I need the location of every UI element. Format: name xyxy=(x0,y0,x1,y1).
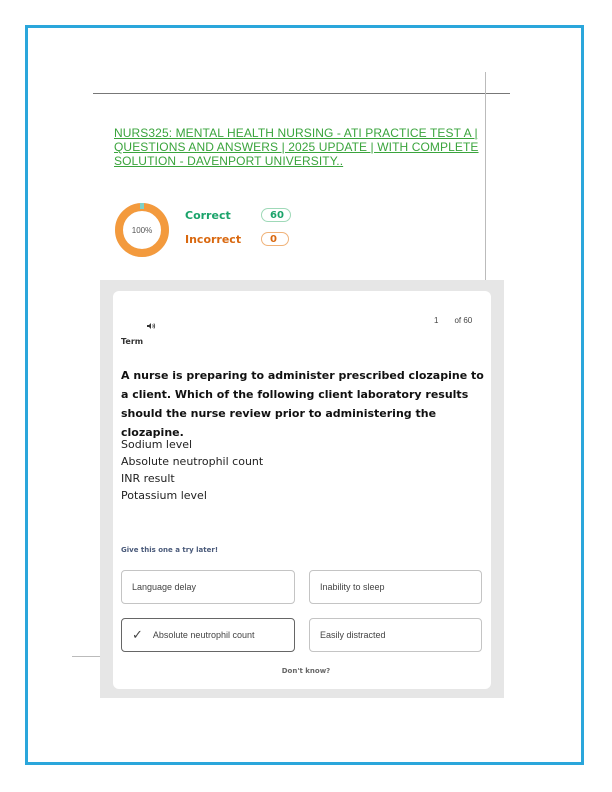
answer-option-language-delay[interactable] xyxy=(121,570,295,604)
try-later-link[interactable]: Give this one a try later! xyxy=(121,546,219,554)
dont-know-button[interactable]: Don't know? xyxy=(281,667,331,675)
answer-option-easily-distracted[interactable] xyxy=(309,618,482,652)
card-counter xyxy=(434,316,472,325)
speaker-icon[interactable] xyxy=(147,322,156,332)
incorrect-count-badge xyxy=(261,232,289,246)
question-text: A nurse is preparing to administer prescribed clozapine to a client. Which of the following client laboratory results should the nurse review prior to administering the clozapine. xyxy=(121,369,484,439)
document-title[interactable]: NURS325: MENTAL HEALTH NURSING - ATI PRACTICE TEST A | QUESTIONS AND ANSWERS | 2025 UPDATE | WITH COMPLETE SOLUTION - DAVENPORT UNIVERSITY.. xyxy=(114,126,479,168)
correct-count-badge xyxy=(261,208,291,222)
header-rule xyxy=(93,93,510,94)
margin-rule xyxy=(485,72,486,292)
answer-option-label: Language delay xyxy=(132,582,197,592)
incorrect-count: 0 xyxy=(270,233,277,245)
correct-label: Correct xyxy=(185,209,231,222)
choice-list xyxy=(121,436,263,504)
checkmark-icon: ✓ xyxy=(132,627,143,642)
answer-option-inability-to-sleep[interactable] xyxy=(309,570,482,604)
total-cards: of 60 xyxy=(454,316,473,325)
current-card-index: 1 xyxy=(434,316,439,325)
choice-item: Potassium level xyxy=(121,489,207,502)
choice-item: INR result xyxy=(121,472,175,485)
choice-item: Absolute neutrophil count xyxy=(121,455,264,468)
score-percent: 100% xyxy=(131,225,153,235)
answer-option-absolute-neutrophil-count[interactable] xyxy=(121,618,295,652)
incorrect-label: Incorrect xyxy=(185,233,242,246)
correct-count: 60 xyxy=(270,209,284,221)
answer-option-label: Absolute neutrophil count xyxy=(152,630,255,640)
answer-option-label: Easily distracted xyxy=(320,630,386,640)
choice-item: Sodium level xyxy=(121,438,193,451)
term-label: Term xyxy=(121,337,144,346)
answer-option-label: Inability to sleep xyxy=(320,582,385,592)
